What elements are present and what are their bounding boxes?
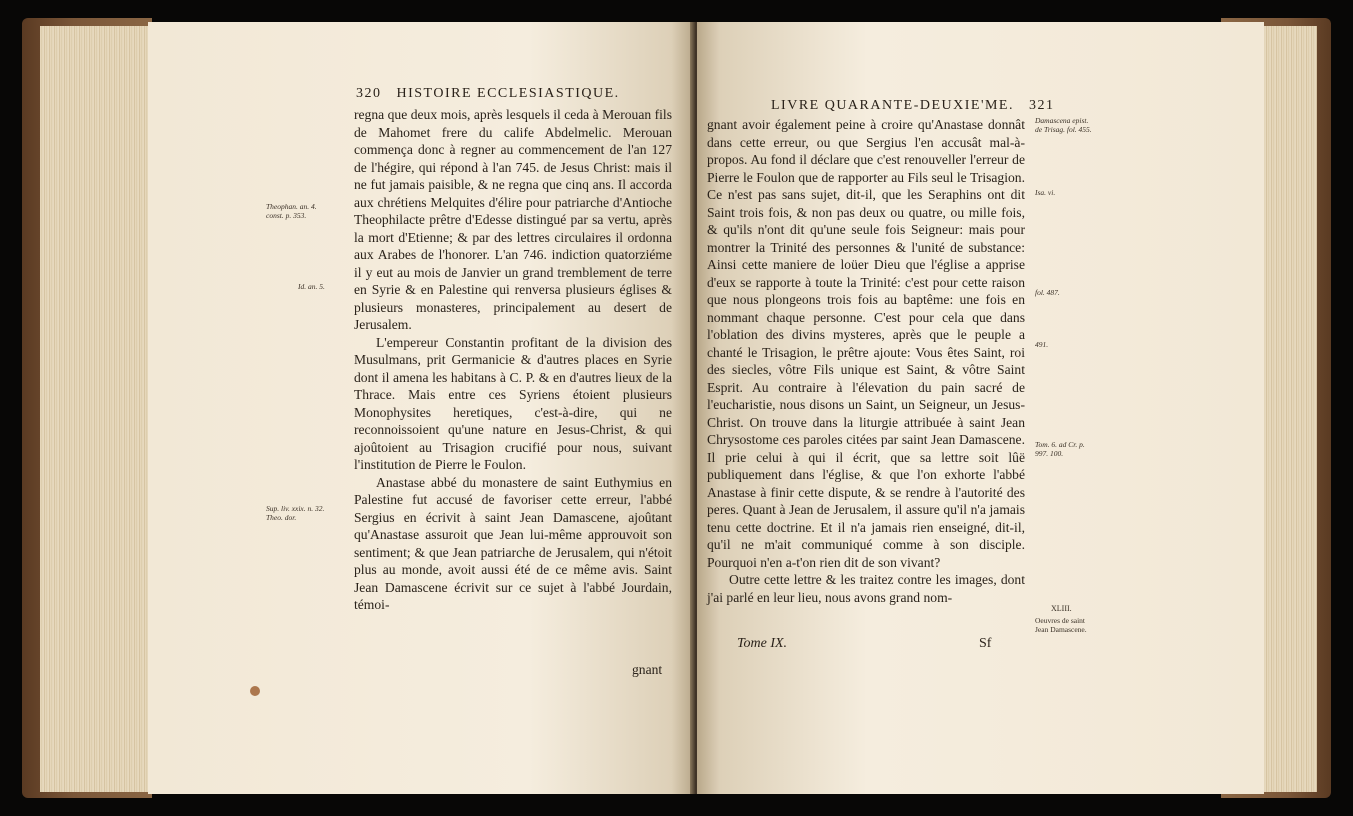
right-margin-note-7: Oeuvres de saint Jean Damascene. (1035, 616, 1087, 634)
right-running-title: LIVRE QUARANTE-DEUXIE'ME. (771, 98, 1014, 113)
ink-stain (250, 686, 260, 696)
right-margin-note-2: Isa. vi. (1035, 188, 1056, 197)
left-catchword: gnant (632, 662, 663, 677)
right-page (697, 22, 1264, 794)
left-running-head (356, 86, 620, 102)
right-paragraph-2: Outre cette lettre & les traitez contre les images, dont j'ai parlé en leur lieu, nous avons grand nom- (707, 572, 1025, 605)
left-paragraph-1: regna que deux mois, après lesquels il ceda à Merouan fils de Mahomet frere du calife Abdelmelic. Merouan commença donc à regner au commencement de l'an 127 de l'hégire, qui répond à l'an 745. de Jesus Christ: mais il ne fut jamais paisible, & ne regna que cinq ans. Il accorda aux chrétiens Melquites d'élire pour patriarche d'Antioche Theophilacte prêtre d'Edesse distingué par sa vertu, après la mort d'Etienne; & par des lettres circulaires il ordonna aux Arabes de l'honorer. L'an 746. indiction quatorziéme il y eut au mois de Janvier un grand tremblement de terre en Syrie & en Palestine qui renversa plusieurs églises & plusieurs monasteres, principalement au desert de Jerusalem. (354, 107, 672, 332)
right-margin-note-4: 491. (1035, 340, 1049, 349)
volume-signature: Tome IX. (737, 636, 788, 651)
left-page (148, 22, 693, 794)
left-margin-note-3: Sup. liv. xxix. n. 32. Theo. dor. (266, 504, 325, 522)
gathering-signature: Sf (979, 636, 992, 651)
page-edges-left (40, 26, 152, 792)
left-paragraph-2: L'empereur Constantin profitant de la division des Musulmans, prit Germanicie & d'autres places en Syrie dont il amena les habitans à C. P. & en d'autres lieux de la Thrace. Mais entre ces Syriens étoient plusieurs Monophysites heretiques, c'est-à-dire, qui ne reconnoissoient qu'une nature en Jesus-Christ, & qui ajoûtoient au Trisagion crucifié pour nous, suivant l'institution de Pierre le Foulon. (354, 334, 672, 472)
right-margin-note-3: fol. 487. (1035, 288, 1060, 297)
right-running-head (771, 98, 1055, 114)
left-running-title: HISTOIRE ECCLESIASTIQUE. (396, 86, 620, 101)
left-page-number: 320 (356, 86, 382, 101)
right-page-number: 321 (1029, 98, 1055, 113)
right-margin-note-1: Damascena epist. de Trisag. fol. 455. (1035, 116, 1092, 134)
right-margin-note-5: Tom. 6. ad Cr. p. 997. 100. (1035, 440, 1085, 458)
right-paragraph-1: gnant avoir également peine à croire qu'Anastase donnât dans cette erreur, ou que Sergius l'en accusât mal-à-propos. Au fond il déclare que c'est renouveller l'erreur de Pierre le Foulon que de rapporter au Fils seul le Trisagion. Ce n'est pas sans sujet, dit-il, que les Seraphins ont dit Saint trois fois, & non pas deux ou quatre, ou mille fois, & qu'ils n'ont dit qu'une seule fois Seigneur: mais pour montrer la Trinité des personnes & l'unité de substance: Ainsi cette maniere de loüer Dieu que l'église a apprise d'eux se rapporte à toute la Trinité: c'est pour cette raison que nous plongeons trois fois au baptême: une fois en nommant chaque personne. C'est pour cela que dans l'oblation des divins mysteres, après que le peuple a chanté le Trisagion, le prêtre ajoute: Vous êtes Saint, roi des siecles, vôtre Fils unique est Saint, & vôtre Saint Esprit. Au contraire à l'élevation du pain sacré de l'eucharistie, nous disons un Saint, un Seigneur, un Jesus-Christ. On trouve dans la liturgie attribuée à saint Jean Chrysostome ces paroles citées par saint Jean Damascene. Il prie celui à qui il écrit, que sa lettre soit lûë publiquement dans l'église, & que l'on exhorte l'abbé Anastase à finir cette dispute, & se rendre à l'autorité des peres. Quant à Jean de Jerusalem, il assure qu'il n'a jamais tenu cette doctrine. Et il n'a jamais rien enseigné, dit-il, qu'il ne m'ait communiqué comme à son disciple. Pourquoi n'en a-t'on rien dit de son vivant? (707, 117, 1025, 570)
left-margin-note-2: Id. an. 5. (298, 282, 325, 291)
right-margin-note-6: XLIII. (1051, 604, 1072, 613)
right-body-text (707, 116, 1025, 606)
left-paragraph-3: Anastase abbé du monastere de saint Euthymius en Palestine fut accusé de favoriser cette erreur, l'abbé Sergius en écrivit à saint Jean Damascene, ajoûtant qu'Anastase assuroit que Jean lui-même approuvoit son sentiment; & que Jean patriarche de Jerusalem, qui n'étoit plus au monde, avoit aussi été de ce même avis. Saint Jean Damascene écrivit sur ce sujet à l'abbé Jourdain, témoi- (354, 474, 672, 612)
left-margin-note-1: Theophan. an. 4. const. p. 353. (266, 202, 317, 220)
left-body-text (354, 106, 672, 614)
